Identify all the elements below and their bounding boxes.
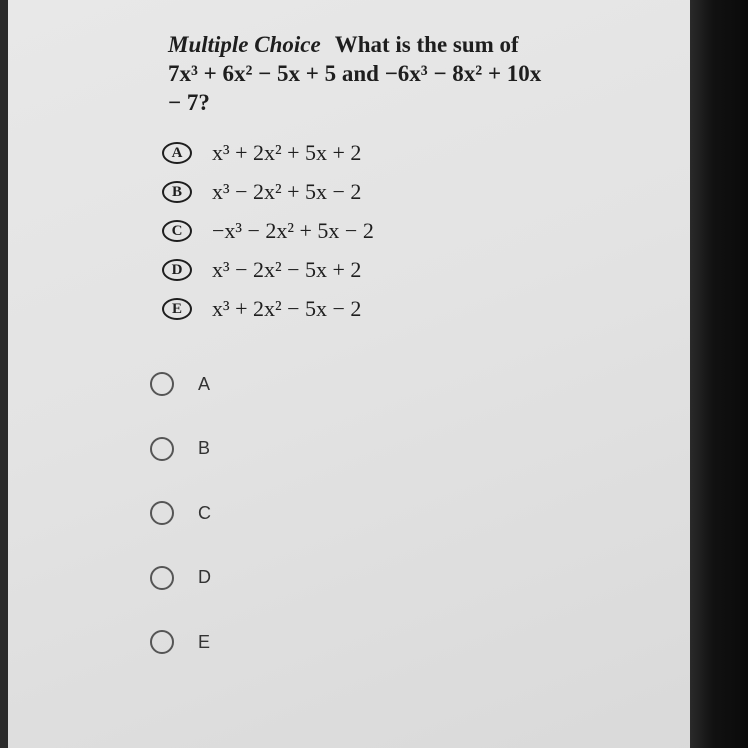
question-text (168, 30, 668, 117)
answer-option-a[interactable] (150, 352, 211, 417)
choice-letter-badge: A (162, 142, 192, 164)
choice-letter-badge: B (162, 181, 192, 203)
choice-c (162, 211, 374, 250)
radio-button[interactable] (150, 566, 174, 590)
screen-bezel-right (690, 0, 748, 748)
choice-expression: x³ + 2x² + 5x + 2 (212, 139, 362, 165)
choice-e (162, 289, 374, 328)
choice-expression: x³ + 2x² − 5x − 2 (212, 295, 362, 321)
answer-option-d[interactable] (150, 546, 211, 611)
screen-bezel-left (0, 0, 8, 748)
answer-label[interactable]: D (198, 567, 211, 588)
answer-option-e[interactable] (150, 610, 211, 675)
choice-letter-badge: C (162, 220, 192, 242)
radio-button[interactable] (150, 630, 174, 654)
answer-radio-group (150, 352, 211, 675)
radio-button[interactable] (150, 501, 174, 525)
choice-letter-badge: D (162, 259, 192, 281)
question-line-1 (168, 30, 668, 59)
answer-label[interactable]: B (198, 438, 211, 459)
choice-letter-badge: E (162, 298, 192, 320)
choice-expression: x³ − 2x² − 5x + 2 (212, 256, 362, 282)
choice-expression: −x³ − 2x² + 5x − 2 (212, 217, 374, 243)
radio-button[interactable] (150, 372, 174, 396)
answer-option-b[interactable] (150, 417, 211, 482)
question-prompt: What is the sum of (334, 32, 519, 57)
radio-button[interactable] (150, 437, 174, 461)
choice-expression: x³ − 2x² + 5x − 2 (212, 178, 362, 204)
answer-option-c[interactable] (150, 481, 211, 546)
answer-label[interactable]: A (198, 373, 211, 394)
question-type-label: Multiple Choice (168, 32, 321, 57)
answer-label[interactable]: E (198, 631, 211, 652)
question-line-3: − 7? (168, 90, 210, 115)
question-line-2: 7x³ + 6x² − 5x + 5 and −6x³ − 8x² + 10x (168, 61, 542, 86)
choice-b (162, 172, 374, 211)
choice-a (162, 133, 374, 172)
choice-d (162, 250, 374, 289)
choice-list (162, 133, 374, 328)
answer-label[interactable]: C (198, 502, 211, 523)
